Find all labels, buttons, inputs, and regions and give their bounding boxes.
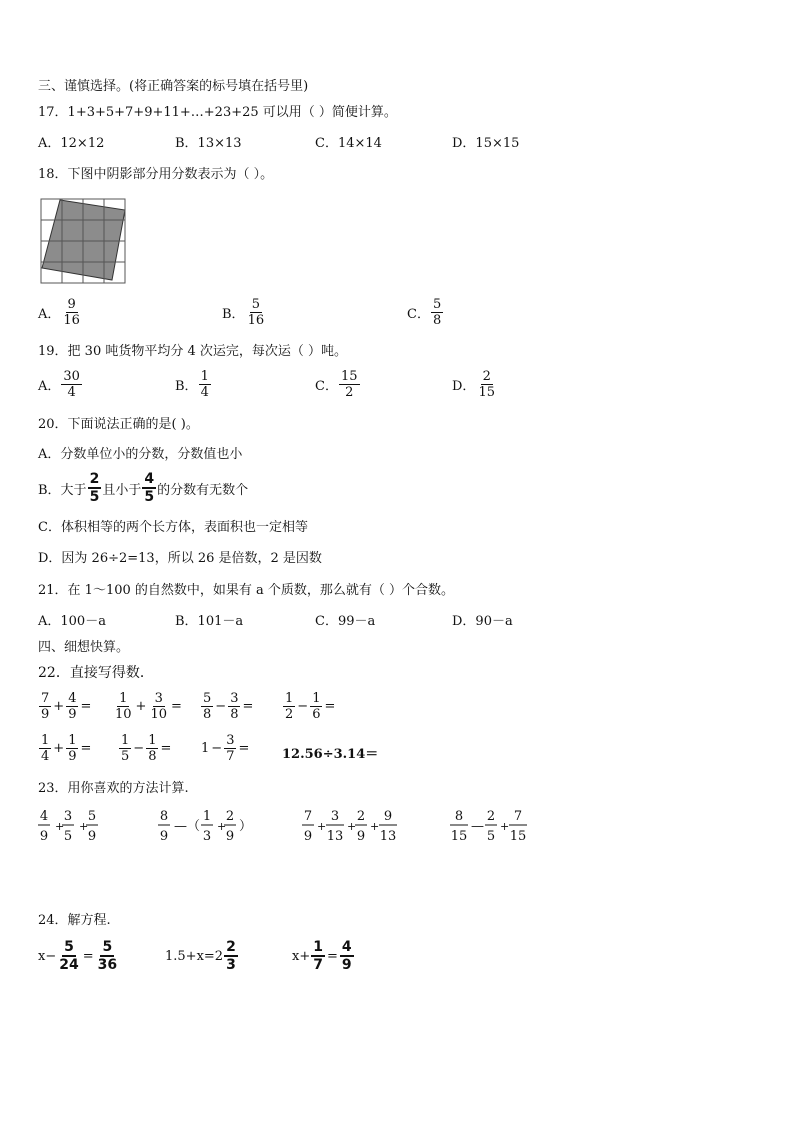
q24-equation-2 (165, 940, 239, 972)
q17-option-d[interactable]: D．15×15 (452, 136, 520, 151)
q20-stem: 20．下面说法正确的是( )。 (38, 417, 199, 432)
denominator: 9 (68, 707, 77, 722)
numerator: 3 (230, 691, 239, 706)
svg-text:13: 13 (379, 829, 397, 844)
option-text: 的分数有无数个 (157, 482, 249, 498)
q19-option-b[interactable] (175, 370, 212, 399)
denominator: 2 (345, 385, 354, 400)
svg-text:—（: —（ (174, 819, 201, 834)
equation-text: 1.5+x=2 (165, 948, 224, 964)
numerator: 5 (251, 297, 260, 312)
svg-text:—: — (471, 819, 484, 834)
denominator: 8 (203, 707, 212, 722)
numerator: 3 (226, 733, 235, 748)
svg-text:+: + (370, 820, 380, 833)
numerator: 3 (154, 691, 163, 706)
q22-expr-4 (282, 692, 336, 721)
svg-text:8: 8 (159, 809, 169, 824)
q23-expr-3 (302, 809, 397, 844)
svg-text:+: + (217, 820, 227, 833)
denominator: 16 (63, 313, 80, 328)
q17-option-a[interactable]: A．12×12 (38, 136, 105, 151)
denominator: 3 (226, 957, 236, 973)
numerator: 1 (313, 939, 323, 955)
denominator: 8 (230, 707, 239, 722)
q19-option-c[interactable] (315, 370, 361, 399)
q17-stem: 17．1+3+5+7+9+11+…+23+25 可以用（ ）简便计算。 (38, 105, 397, 120)
svg-text:9: 9 (356, 829, 366, 844)
q23-stem: 23．用你喜欢的方法计算. (38, 781, 189, 796)
denominator: 7 (226, 749, 235, 764)
q20-option-c[interactable]: C．体积相等的两个长方体，表面积也一定相等 (38, 520, 308, 535)
fraction (283, 692, 295, 721)
operator: + (135, 699, 147, 714)
fraction (340, 940, 354, 972)
svg-text:15: 15 (450, 829, 468, 844)
svg-text:+: + (500, 820, 510, 833)
svg-text:+: + (317, 820, 327, 833)
svg-text:4: 4 (39, 809, 49, 824)
numerator: 15 (340, 369, 358, 384)
q22-expr-7 (200, 734, 250, 763)
svg-text:8: 8 (454, 809, 464, 824)
q19-option-d[interactable] (452, 370, 498, 399)
svg-text:+: + (347, 820, 357, 833)
svg-text:13: 13 (326, 829, 344, 844)
numerator: 1 (121, 733, 130, 748)
fraction (142, 472, 156, 504)
numerator: 2 (226, 939, 236, 955)
fraction (119, 734, 131, 763)
svg-text:9: 9 (303, 829, 313, 844)
q21-option-b[interactable]: B．101－a (175, 614, 244, 629)
equals-sign: = (326, 948, 338, 964)
svg-text:5: 5 (486, 829, 496, 844)
numerator: 1 (68, 733, 77, 748)
fraction (476, 370, 497, 399)
denominator: 36 (97, 957, 118, 973)
fraction (66, 692, 78, 721)
operator: − (215, 699, 227, 714)
equals-sign: = (238, 741, 250, 756)
q23-expr-1 (38, 809, 98, 844)
q18-option-a[interactable] (38, 298, 83, 327)
q19-option-a[interactable] (38, 370, 83, 399)
q24-equation-3 (292, 940, 355, 972)
svg-text:5: 5 (63, 829, 73, 844)
operator: + (53, 741, 65, 756)
svg-text:9: 9 (225, 829, 235, 844)
denominator: 10 (115, 707, 132, 722)
fraction (148, 692, 169, 721)
numerator: 4 (68, 691, 77, 706)
equals-sign: = (171, 699, 182, 714)
fraction (39, 692, 51, 721)
q20-option-a[interactable]: A．分数单位小的分数，分数值也小 (38, 447, 243, 462)
fraction (224, 734, 236, 763)
numerator: 2 (482, 369, 491, 384)
numerator: 1 (119, 691, 128, 706)
denominator: 4 (41, 749, 50, 764)
denominator: 16 (247, 313, 265, 328)
denominator: 5 (121, 749, 130, 764)
q22-stem: 22．直接写得数． (38, 665, 154, 681)
q24-stem: 24．解方程. (38, 913, 111, 928)
q23-expressions (36, 804, 536, 848)
q20-option-d[interactable]: D．因为 26÷2=13，所以 26 是倍数，2 是因数 (38, 551, 322, 566)
fraction (88, 472, 102, 504)
numerator: 30 (63, 369, 80, 384)
operator: − (297, 699, 309, 714)
operator: − (133, 741, 145, 756)
svg-text:2: 2 (225, 809, 235, 824)
fraction (201, 692, 213, 721)
svg-text:9: 9 (39, 829, 49, 844)
fraction (310, 692, 322, 721)
numerator: 5 (64, 939, 74, 955)
numerator: 1 (200, 369, 209, 384)
denominator: 9 (341, 957, 352, 973)
q18-option-b[interactable] (222, 298, 267, 327)
fraction (146, 734, 158, 763)
svg-text:9: 9 (383, 809, 393, 824)
denominator: 6 (312, 707, 321, 722)
svg-text:1: 1 (202, 809, 212, 824)
shaded-square-grid-figure (40, 198, 126, 286)
svg-text:3: 3 (202, 829, 212, 844)
fraction (228, 692, 240, 721)
q22-expr-3 (200, 692, 254, 721)
option-label: C． (407, 307, 430, 322)
q24-equation-1 (38, 940, 120, 972)
denominator: 2 (285, 707, 294, 722)
q22-expr-2 (112, 692, 183, 721)
option-text: B．大于 (38, 482, 87, 498)
fraction (113, 692, 134, 721)
svg-text:+: + (79, 820, 89, 833)
option-label: A． (38, 307, 61, 322)
q21-stem: 21．在 1～100 的自然数中，如果有 a 个质数，那么就有（ ）个合数。 (38, 583, 455, 598)
q23-expr-4 (450, 809, 527, 844)
fraction (224, 940, 238, 972)
section-4-title: 四、细想快算。 (38, 640, 130, 655)
q18-stem: 18．下图中阴影部分用分数表示为（ ）。 (38, 167, 274, 182)
q22-expr-1 (38, 692, 92, 721)
numerator: 4 (341, 939, 352, 955)
denominator: 4 (200, 385, 209, 400)
fraction (431, 298, 443, 327)
fraction (339, 370, 360, 399)
denominator: 15 (478, 385, 495, 400)
q19-stem: 19．把 30 吨货物平均分 4 次运完，每次运（ ）吨。 (38, 344, 348, 359)
numerator: 5 (102, 939, 113, 955)
fraction (246, 298, 267, 327)
equals-sign: = (82, 948, 94, 964)
equals-sign: = (324, 699, 336, 714)
denominator: 8 (432, 313, 442, 328)
q21-option-a[interactable]: A．100－a (38, 614, 106, 629)
q22-expr-6 (118, 734, 172, 763)
fraction (66, 734, 78, 763)
svg-text:7: 7 (513, 809, 523, 824)
fraction (96, 940, 119, 972)
fraction (39, 734, 51, 763)
option-label: B． (175, 379, 198, 394)
svg-text:2: 2 (356, 809, 366, 824)
svg-text:）: ） (239, 819, 253, 834)
q18-option-c[interactable] (407, 298, 444, 327)
fraction (61, 370, 82, 399)
numerator: 2 (89, 471, 100, 487)
denominator: 5 (144, 489, 155, 505)
whole-number: 1 (201, 741, 210, 756)
q22-expr-8: 12.56÷3.14＝ (282, 747, 379, 762)
numerator: 9 (67, 297, 76, 312)
q17-option-c[interactable]: C．14×14 (315, 136, 382, 151)
denominator: 7 (313, 957, 323, 973)
numerator: 5 (432, 297, 442, 312)
option-label: C． (315, 379, 338, 394)
denominator: 10 (150, 707, 167, 722)
operator: + (53, 699, 65, 714)
q20-option-b[interactable] (38, 472, 248, 504)
q21-option-d[interactable]: D．90－a (452, 614, 513, 629)
section-3-title: 三、谨慎选择。(将正确答案的标号填在括号里) (38, 79, 309, 94)
fraction (199, 370, 211, 399)
option-label: D． (452, 379, 476, 394)
equals-sign: = (160, 741, 172, 756)
q23-expr-2 (158, 809, 252, 844)
svg-text:3: 3 (330, 809, 340, 824)
denominator: 24 (59, 957, 79, 973)
equals-sign: = (80, 699, 92, 714)
numerator: 5 (203, 691, 212, 706)
equation-text: x− (38, 948, 57, 964)
equation-text: x+ (292, 948, 311, 964)
denominator: 9 (68, 749, 77, 764)
svg-text:2: 2 (486, 809, 496, 824)
fraction (311, 940, 325, 972)
numerator: 1 (312, 691, 321, 706)
numerator: 4 (144, 471, 155, 487)
equals-sign: = (80, 741, 92, 756)
svg-text:7: 7 (303, 809, 313, 824)
denominator: 5 (89, 489, 100, 505)
svg-text:3: 3 (63, 809, 73, 824)
option-label: B． (222, 307, 245, 322)
denominator: 8 (148, 749, 157, 764)
denominator: 4 (67, 385, 76, 400)
q17-option-b[interactable]: B．13×13 (175, 136, 242, 151)
numerator: 7 (41, 691, 50, 706)
numerator: 1 (148, 733, 157, 748)
svg-text:+: + (55, 820, 65, 833)
operator: − (211, 741, 223, 756)
option-text: 且小于 (102, 482, 142, 498)
svg-text:5: 5 (87, 809, 97, 824)
svg-text:9: 9 (87, 829, 97, 844)
q21-option-c[interactable]: C．99－a (315, 614, 376, 629)
denominator: 9 (41, 707, 50, 722)
numerator: 1 (41, 733, 50, 748)
fraction (57, 940, 80, 972)
svg-text:15: 15 (509, 829, 527, 844)
option-label: A． (38, 379, 61, 394)
svg-text:9: 9 (159, 829, 169, 844)
q22-expr-5 (38, 734, 92, 763)
equals-sign: = (242, 699, 254, 714)
numerator: 1 (285, 691, 294, 706)
fraction (61, 298, 82, 327)
